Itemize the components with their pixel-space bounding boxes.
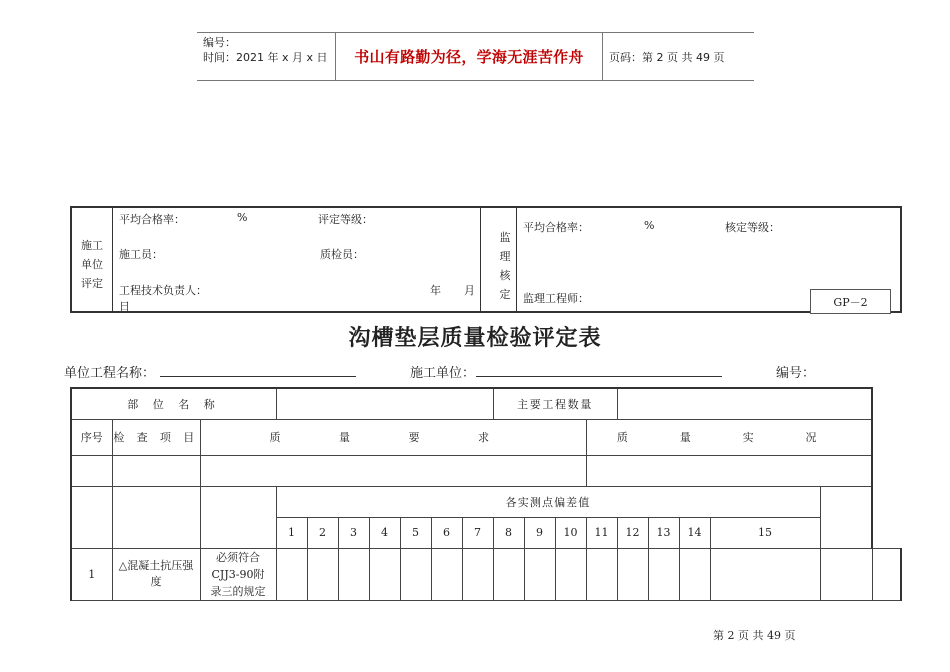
- point-header: 1: [276, 517, 307, 548]
- point-header: 4: [369, 517, 400, 548]
- year-label: 年: [430, 284, 441, 297]
- avg-rate-label: 平均合格率：: [119, 213, 185, 226]
- blank-cell: [71, 486, 112, 548]
- blank-cell: [112, 455, 200, 486]
- value-cell: [400, 548, 431, 600]
- row-item: △混凝土抗压强度: [112, 548, 200, 600]
- sup-avg-rate-percent: %: [644, 219, 655, 232]
- value-cell: [276, 548, 307, 600]
- seq-header: 序号: [71, 419, 112, 455]
- number-label: 编号：: [776, 366, 816, 381]
- deviation-header: 各实测点偏差值: [276, 486, 820, 517]
- construction-unit-label: 施工单位：: [410, 366, 476, 381]
- header-motto: 书山有路勤为径，学海无涯苦作舟: [335, 33, 603, 80]
- approve-grade-label: 核定等级：: [725, 221, 780, 234]
- main-quantity-header: 主要工程数量: [493, 388, 617, 419]
- blank-cell: [112, 486, 200, 548]
- value-cell: [820, 548, 872, 600]
- page-footer: 第 2 页 共 49 页: [713, 629, 796, 642]
- unit-project-label: 单位工程名称：: [64, 366, 156, 381]
- form-code-box: GP－2: [810, 289, 891, 314]
- value-cell: [524, 548, 555, 600]
- value-cell: [872, 548, 901, 600]
- header-time: 时间：2021 年 x 月 x 日: [203, 51, 328, 64]
- quality-actual-header: 质 量 实 况: [586, 419, 872, 455]
- point-header: 9: [524, 517, 555, 548]
- month-label: 月: [464, 284, 475, 297]
- value-cell: [586, 548, 617, 600]
- blank-cell: [200, 455, 586, 486]
- sup-avg-rate-label: 平均合格率：: [523, 221, 589, 234]
- value-cell: [431, 548, 462, 600]
- value-cell: [648, 548, 679, 600]
- inspector-label: 质检员：: [320, 248, 364, 261]
- value-cell: [307, 548, 338, 600]
- point-header: 5: [400, 517, 431, 548]
- value-cell: [462, 548, 493, 600]
- engineer-label: 监理工程师：: [523, 292, 589, 305]
- page-header: [197, 32, 754, 81]
- blank-cell: [200, 486, 276, 548]
- quality-req-header: 质 量 要 求: [200, 419, 586, 455]
- point-header: 14: [679, 517, 710, 548]
- blank-cell: [71, 455, 112, 486]
- point-header: 11: [586, 517, 617, 548]
- construction-unit-underline: [476, 376, 722, 377]
- page-title: 沟槽垫层质量检验评定表: [348, 325, 602, 351]
- value-cell: [369, 548, 400, 600]
- tech-head-label: 工程技术负责人：: [119, 284, 207, 297]
- point-header: 6: [431, 517, 462, 548]
- supervision-title: 监理核定: [499, 231, 511, 301]
- header-page-info: 页码：第 2 页 共 49 页: [609, 51, 725, 64]
- blank-cell: [586, 455, 872, 486]
- avg-rate-percent: %: [237, 211, 248, 224]
- value-cell: [493, 548, 524, 600]
- blank-cell: [820, 486, 872, 548]
- day-label: 日: [119, 300, 130, 313]
- unit-project-underline: [160, 376, 356, 377]
- evaluation-box: [70, 206, 902, 313]
- main-quantity-value: [617, 388, 872, 419]
- value-cell: [338, 548, 369, 600]
- point-header: 3: [338, 517, 369, 548]
- construction-eval-title: 施工单位评定: [81, 239, 103, 290]
- inspection-table: [70, 387, 902, 601]
- value-cell: [710, 548, 820, 600]
- point-header: 8: [493, 517, 524, 548]
- value-cell: [555, 548, 586, 600]
- point-header: 15: [710, 517, 820, 548]
- header-meta: [203, 35, 328, 65]
- row-seq: 1: [71, 548, 112, 600]
- header-number-label: 编号：: [203, 36, 236, 49]
- point-header: 10: [555, 517, 586, 548]
- part-name-header: 部 位 名 称: [71, 388, 276, 419]
- value-cell: [679, 548, 710, 600]
- point-header: 7: [462, 517, 493, 548]
- table-row: [71, 548, 901, 600]
- row-requirement: 必须符合CJJ3-90附录三的规定: [200, 548, 276, 600]
- part-name-value: [276, 388, 493, 419]
- point-header: 13: [648, 517, 679, 548]
- check-item-header: 检 查 项 目: [112, 419, 200, 455]
- value-cell: [617, 548, 648, 600]
- grade-label: 评定等级：: [318, 213, 373, 226]
- point-header: 2: [307, 517, 338, 548]
- point-header: 12: [617, 517, 648, 548]
- worker-label: 施工员：: [119, 248, 163, 261]
